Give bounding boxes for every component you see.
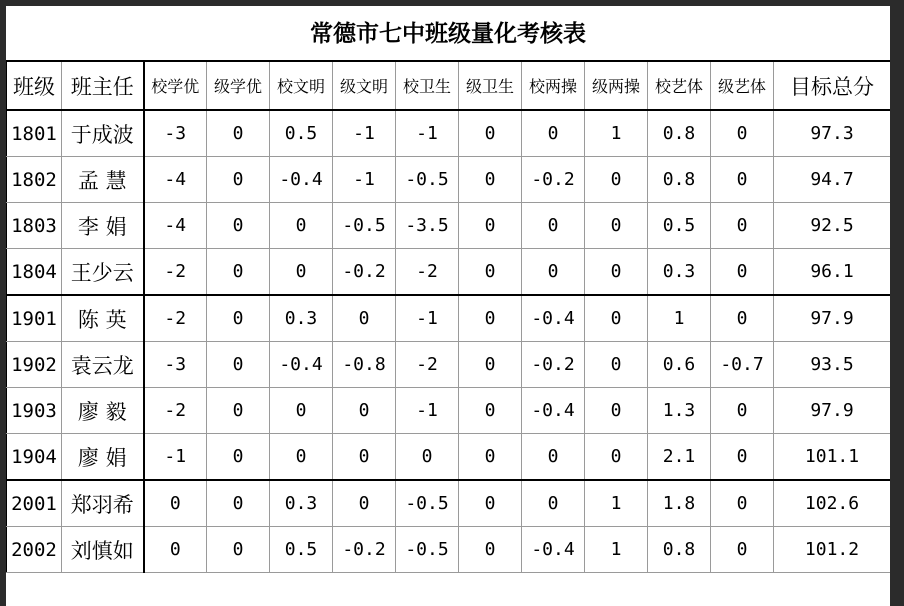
score-cell: -0.5: [396, 157, 459, 203]
teacher-name-cell: 郑羽希: [62, 480, 144, 527]
score-cell: -0.5: [396, 527, 459, 573]
score-cell: 0: [144, 527, 207, 573]
score-cell: -1: [396, 388, 459, 434]
score-cell: 1: [585, 110, 648, 157]
score-cell: -0.2: [522, 342, 585, 388]
score-cell: -0.8: [333, 342, 396, 388]
score-cell: 0: [207, 480, 270, 527]
class-id-cell: 1903: [7, 388, 62, 434]
score-cell: -1: [144, 434, 207, 481]
header-cell-grade-arts: 级艺体: [711, 62, 774, 110]
class-id-cell: 1801: [7, 110, 62, 157]
score-cell: -0.4: [522, 527, 585, 573]
class-id-cell: 1901: [7, 295, 62, 342]
teacher-name-cell: 陈 英: [62, 295, 144, 342]
score-cell: 101.1: [774, 434, 891, 481]
score-cell: 0: [270, 203, 333, 249]
score-cell: 0.5: [270, 527, 333, 573]
spreadsheet: [6, 6, 890, 606]
score-cell: 0: [459, 157, 522, 203]
score-cell: 102.6: [774, 480, 891, 527]
score-cell: -3: [144, 342, 207, 388]
table-row: [7, 157, 891, 203]
score-cell: 0: [207, 157, 270, 203]
score-cell: 0: [459, 203, 522, 249]
score-cell: 0.8: [648, 527, 711, 573]
score-cell: 0: [207, 342, 270, 388]
header-cell-school-academic: 校学优: [144, 62, 207, 110]
score-cell: 1: [648, 295, 711, 342]
class-id-cell: 1902: [7, 342, 62, 388]
table-title: 常德市七中班级量化考核表: [6, 6, 890, 62]
table-row: [7, 527, 891, 573]
header-cell-teacher: 班主任: [62, 62, 144, 110]
score-cell: -1: [333, 157, 396, 203]
score-cell: -2: [144, 249, 207, 296]
score-cell: 97.9: [774, 295, 891, 342]
score-cell: 0.3: [270, 480, 333, 527]
header-cell-grade-hygiene: 级卫生: [459, 62, 522, 110]
table-row: [7, 388, 891, 434]
score-cell: 0: [585, 342, 648, 388]
score-cell: 0: [459, 249, 522, 296]
score-cell: -0.2: [522, 157, 585, 203]
score-cell: 0: [711, 110, 774, 157]
score-cell: 1.8: [648, 480, 711, 527]
score-cell: 0: [144, 480, 207, 527]
score-cell: -4: [144, 157, 207, 203]
score-cell: 0: [522, 203, 585, 249]
teacher-name-cell: 李 娟: [62, 203, 144, 249]
teacher-name-cell: 于成波: [62, 110, 144, 157]
table-row: [7, 434, 891, 481]
header-cell-grade-academic: 级学优: [207, 62, 270, 110]
score-cell: -0.4: [522, 295, 585, 342]
score-cell: 0.8: [648, 110, 711, 157]
score-cell: -3: [144, 110, 207, 157]
score-cell: 0: [459, 342, 522, 388]
score-cell: -1: [333, 110, 396, 157]
score-cell: 1.3: [648, 388, 711, 434]
score-cell: 0: [459, 434, 522, 481]
score-cell: 2.1: [648, 434, 711, 481]
score-cell: 0: [270, 434, 333, 481]
score-cell: -0.4: [522, 388, 585, 434]
score-cell: 0: [270, 249, 333, 296]
assessment-table: [6, 62, 890, 573]
score-cell: 0: [585, 157, 648, 203]
score-cell: 0.8: [648, 157, 711, 203]
score-cell: -0.4: [270, 157, 333, 203]
header-row: [7, 62, 891, 110]
score-cell: 0: [459, 110, 522, 157]
score-cell: -2: [396, 342, 459, 388]
score-cell: 0: [522, 434, 585, 481]
teacher-name-cell: 袁云龙: [62, 342, 144, 388]
score-cell: 0.5: [648, 203, 711, 249]
table-row: [7, 342, 891, 388]
score-cell: 96.1: [774, 249, 891, 296]
score-cell: 0: [711, 388, 774, 434]
score-cell: 93.5: [774, 342, 891, 388]
score-cell: 97.3: [774, 110, 891, 157]
header-cell-school-arts: 校艺体: [648, 62, 711, 110]
header-cell-school-civility: 校文明: [270, 62, 333, 110]
score-cell: 0: [522, 480, 585, 527]
score-cell: 0: [207, 110, 270, 157]
score-cell: 101.2: [774, 527, 891, 573]
score-cell: 0: [207, 388, 270, 434]
teacher-name-cell: 孟 慧: [62, 157, 144, 203]
class-id-cell: 1804: [7, 249, 62, 296]
score-cell: 0: [333, 434, 396, 481]
score-cell: 1: [585, 480, 648, 527]
score-cell: 0.3: [648, 249, 711, 296]
score-cell: -0.2: [333, 527, 396, 573]
score-cell: 0: [711, 203, 774, 249]
score-cell: 0: [459, 527, 522, 573]
score-cell: 0: [459, 480, 522, 527]
score-cell: 0.5: [270, 110, 333, 157]
table-row: [7, 249, 891, 296]
class-id-cell: 1802: [7, 157, 62, 203]
score-cell: 0.6: [648, 342, 711, 388]
header-cell-school-hygiene: 校卫生: [396, 62, 459, 110]
score-cell: 0: [333, 388, 396, 434]
score-cell: 92.5: [774, 203, 891, 249]
score-cell: 1: [585, 527, 648, 573]
header-cell-grade-exercise: 级两操: [585, 62, 648, 110]
score-cell: -0.2: [333, 249, 396, 296]
table-row: [7, 480, 891, 527]
score-cell: -4: [144, 203, 207, 249]
class-id-cell: 1904: [7, 434, 62, 481]
class-id-cell: 1803: [7, 203, 62, 249]
score-cell: 0: [585, 295, 648, 342]
score-cell: 0: [585, 388, 648, 434]
score-cell: -2: [144, 388, 207, 434]
score-cell: 0: [459, 388, 522, 434]
table-row: [7, 203, 891, 249]
score-cell: -3.5: [396, 203, 459, 249]
score-cell: 0: [711, 295, 774, 342]
header-cell-target-score: 目标总分: [774, 62, 891, 110]
score-cell: 0: [333, 295, 396, 342]
score-cell: -1: [396, 110, 459, 157]
header-cell-school-exercise: 校两操: [522, 62, 585, 110]
teacher-name-cell: 刘慎如: [62, 527, 144, 573]
score-cell: 0: [711, 480, 774, 527]
score-cell: 0: [711, 157, 774, 203]
score-cell: -0.4: [270, 342, 333, 388]
score-cell: -1: [396, 295, 459, 342]
score-cell: -2: [144, 295, 207, 342]
score-cell: 94.7: [774, 157, 891, 203]
score-cell: 0: [207, 249, 270, 296]
score-cell: 0: [711, 249, 774, 296]
score-cell: 0: [459, 295, 522, 342]
score-cell: -0.5: [396, 480, 459, 527]
score-cell: 0.3: [270, 295, 333, 342]
score-cell: 0: [207, 434, 270, 481]
table-row: [7, 295, 891, 342]
score-cell: 0: [585, 434, 648, 481]
class-id-cell: 2001: [7, 480, 62, 527]
score-cell: -0.7: [711, 342, 774, 388]
score-cell: 0: [522, 249, 585, 296]
score-cell: 0: [522, 110, 585, 157]
score-cell: 0: [585, 203, 648, 249]
score-cell: 0: [585, 249, 648, 296]
score-cell: 0: [711, 527, 774, 573]
teacher-name-cell: 廖 娟: [62, 434, 144, 481]
score-cell: 0: [711, 434, 774, 481]
score-cell: 0: [270, 388, 333, 434]
header-cell-class: 班级: [7, 62, 62, 110]
score-cell: 0: [207, 203, 270, 249]
score-cell: 0: [207, 295, 270, 342]
score-cell: -0.5: [333, 203, 396, 249]
score-cell: 0: [333, 480, 396, 527]
header-cell-grade-civility: 级文明: [333, 62, 396, 110]
score-cell: -2: [396, 249, 459, 296]
teacher-name-cell: 王少云: [62, 249, 144, 296]
class-id-cell: 2002: [7, 527, 62, 573]
table-row: [7, 110, 891, 157]
score-cell: 97.9: [774, 388, 891, 434]
score-cell: 0: [396, 434, 459, 481]
teacher-name-cell: 廖 毅: [62, 388, 144, 434]
score-cell: 0: [207, 527, 270, 573]
